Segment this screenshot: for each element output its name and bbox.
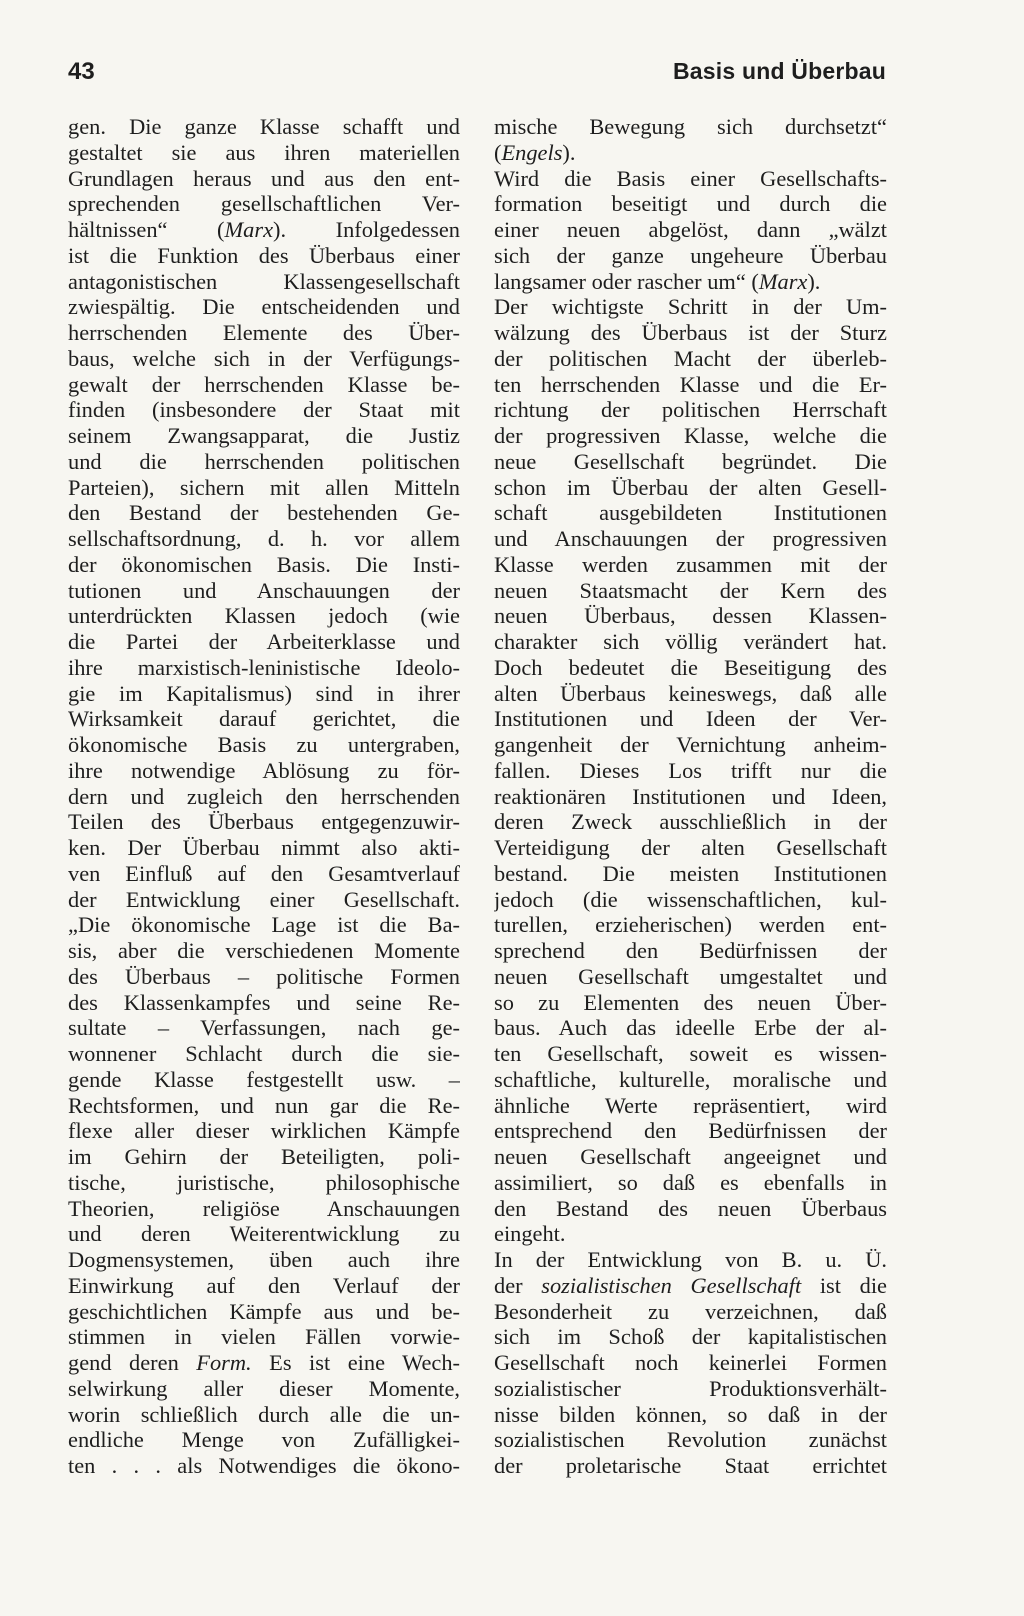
text-run: ten Gesellschaft, soweit es wissen-: [494, 1041, 887, 1066]
text-run: Doch bedeutet die Beseitigung des: [494, 654, 887, 680]
text-line: [494, 500, 887, 526]
text-run: schaft ausgebildeten Institutionen: [494, 500, 887, 526]
text-line: [494, 1402, 887, 1428]
text-run: Klasse werden zusammen mit der: [494, 551, 887, 577]
text-run: ten herrschenden Klasse und die Er-: [494, 371, 887, 397]
text-line: [68, 1247, 460, 1273]
text-run: sich im Schoß der kapitalistischen: [494, 1324, 887, 1350]
text-run: Wirksamkeit darauf gerichtet, die: [68, 706, 460, 732]
text-run: gende Klasse festgestellt usw. –: [68, 1066, 460, 1092]
text-run: gen. Die ganze Klasse schafft und: [68, 114, 460, 139]
text-run: ). Infolgedessen: [273, 217, 460, 242]
text-line: [494, 191, 887, 217]
text-line: [494, 706, 887, 732]
text-run: ökonomische Basis zu untergraben,: [68, 732, 460, 757]
text-line: [494, 1118, 887, 1144]
text-line: [68, 1118, 460, 1144]
text-run: die Partei der Arbeiterklasse und: [68, 629, 460, 654]
text-line: [494, 423, 887, 449]
text-line: [68, 1324, 460, 1350]
text-line: [494, 758, 887, 784]
text-line: [68, 166, 460, 192]
text-line: [494, 732, 887, 758]
text-run: den Bestand des neuen Überbaus: [494, 1195, 887, 1221]
text-line: [494, 655, 887, 681]
text-run: Gesellschaft noch keinerlei Formen: [494, 1350, 887, 1375]
text-line: [494, 964, 887, 990]
text-run: worin schließlich durch alle die un-: [68, 1401, 460, 1427]
text-line: [494, 294, 887, 320]
text-line: [68, 578, 460, 604]
text-line: [494, 1144, 887, 1170]
text-run: des Klassenkampfes und seine Re-: [68, 989, 460, 1015]
text-run: gend deren: [68, 1350, 197, 1375]
text-run: ken. Der Überbau nimmt also akti-: [68, 835, 460, 860]
text-run: ihre marxistisch-leninistische Ideolo-: [68, 654, 460, 680]
text-run: ten . . . als Notwendiges die ökono-: [68, 1453, 460, 1478]
text-line: [68, 1273, 460, 1299]
text-line: [494, 1196, 887, 1222]
text-line: [494, 140, 887, 166]
text-run: wälzung des Überbaus ist der Sturz: [494, 320, 887, 345]
text-run: fallen. Dieses Los trifft nur die: [494, 757, 887, 783]
text-run: Besonderheit zu verzeichnen, daß: [494, 1298, 887, 1324]
text-run: langsamer oder rascher um“ (: [494, 268, 759, 294]
text-line: [68, 449, 460, 475]
text-line: [494, 526, 887, 552]
text-line: [68, 1170, 460, 1196]
text-line: [68, 475, 460, 501]
text-line: [494, 243, 887, 269]
text-line: [68, 861, 460, 887]
text-line: [494, 217, 887, 243]
text-run: gangenheit der Vernichtung anheim-: [494, 732, 887, 757]
text-line: [68, 1093, 460, 1119]
text-run: sich der ganze ungeheure Überbau: [494, 242, 887, 268]
text-run: Institutionen und Ideen der Ver-: [494, 706, 887, 732]
text-line: [68, 1427, 460, 1453]
text-line: [494, 784, 887, 810]
text-run: zwiespältig. Die entscheidenden und: [68, 294, 460, 320]
text-run: ihre notwendige Ablösung zu för-: [68, 757, 460, 783]
text-run: sprechenden gesellschaftlichen Ver-: [68, 191, 460, 217]
italic-run: Form.: [196, 1350, 252, 1375]
text-run: und Anschauungen der progressiven: [494, 526, 887, 551]
text-run: sellschaftsordnung, d. h. vor allem: [68, 526, 460, 551]
text-line: [494, 912, 887, 938]
text-line: [494, 681, 887, 707]
text-run: deren Zweck ausschließlich in der: [494, 809, 887, 835]
text-run: turellen, erzieherischen) werden ent-: [494, 912, 887, 938]
text-line: [494, 346, 887, 372]
text-run: charakter sich völlig verändert hat.: [494, 629, 887, 654]
text-run: Einwirkung auf den Verlauf der: [68, 1272, 460, 1298]
text-run: In der Entwicklung von B. u. Ü.: [494, 1247, 887, 1272]
text-run: tische, juristische, philosophische: [68, 1169, 460, 1195]
text-run: so zu Elementen des neuen Über-: [494, 989, 887, 1015]
text-line: [494, 990, 887, 1016]
text-line: [68, 1376, 460, 1402]
text-run: wonnener Schlacht durch die sie-: [68, 1041, 460, 1066]
text-line: [494, 1453, 887, 1479]
text-line: [68, 372, 460, 398]
text-run: tutionen und Anschauungen der: [68, 577, 460, 603]
text-run: neuen Staatsmacht der Kern des: [494, 577, 887, 603]
text-line: [68, 1067, 460, 1093]
text-line: [68, 809, 460, 835]
text-run: ven Einfluß auf den Gesamtverlauf: [68, 860, 460, 886]
text-line: [68, 758, 460, 784]
text-line: [68, 423, 460, 449]
text-run: „Die ökonomische Lage ist die Ba-: [68, 912, 460, 938]
text-line: [68, 1041, 460, 1067]
text-line: [68, 243, 460, 269]
text-run: seinem Zwangsapparat, die Justiz: [68, 423, 460, 448]
text-column-left: [68, 114, 460, 1479]
text-run: der ökonomischen Basis. Die Insti-: [68, 551, 460, 577]
text-line: [68, 964, 460, 990]
text-line: [68, 990, 460, 1016]
text-run: endliche Menge von Zufälligkei-: [68, 1427, 460, 1453]
text-line: [68, 294, 460, 320]
text-run: der progressiven Klasse, welche die: [494, 423, 887, 448]
text-line: [68, 1299, 460, 1325]
text-line: [494, 1427, 887, 1453]
text-line: [494, 1067, 887, 1093]
text-line: [68, 269, 460, 295]
text-run: dern und zugleich den herrschenden: [68, 783, 460, 809]
text-line: [68, 887, 460, 913]
text-run: Wird die Basis einer Gesellschafts-: [494, 165, 887, 191]
text-run: flexe aller dieser wirklichen Kämpfe: [68, 1118, 460, 1144]
text-run: formation beseitigt und durch die: [494, 191, 887, 217]
text-run: neuen Überbaus, dessen Klassen-: [494, 603, 887, 629]
text-run: Parteien), sichern mit allen Mitteln: [68, 474, 460, 500]
text-run: herrschenden Elemente des Über-: [68, 320, 460, 345]
text-run: Dogmensystemen, üben auch ihre: [68, 1247, 460, 1272]
text-run: und die herrschenden politischen: [68, 448, 460, 474]
text-line: [68, 681, 460, 707]
text-run: bestand. Die meisten Institutionen: [494, 860, 887, 886]
italic-run: Engels: [501, 139, 563, 165]
text-run: der Entwicklung einer Gesellschaft.: [68, 886, 460, 912]
text-line: [68, 500, 460, 526]
text-run: schon im Überbau der alten Gesell-: [494, 474, 887, 500]
text-run: (: [494, 139, 502, 165]
text-run: gestaltet sie aus ihren materiellen: [68, 139, 460, 165]
text-line: [68, 397, 460, 423]
text-line: [494, 269, 887, 295]
text-run: der politischen Macht der überleb-: [494, 345, 887, 371]
text-line: [68, 552, 460, 578]
italic-run: sozialistischen Gesellschaft: [541, 1272, 802, 1298]
text-line: [494, 1350, 887, 1376]
text-run: hältnissen“ (: [68, 217, 225, 242]
text-run: neue Gesellschaft begründet. Die: [494, 448, 887, 474]
text-run: entsprechend den Bedürfnissen der: [494, 1118, 887, 1144]
text-line: [494, 603, 887, 629]
text-line: [494, 861, 887, 887]
text-line: [68, 603, 460, 629]
text-run: Rechtsformen, und nun gar die Re-: [68, 1092, 460, 1118]
text-run: der: [494, 1272, 542, 1298]
text-line: [68, 1453, 460, 1479]
text-run: schaftliche, kulturelle, moralische und: [494, 1066, 887, 1092]
text-run: sprechend den Bedürfnissen der: [494, 938, 887, 963]
text-run: sultate – Verfassungen, nach ge-: [68, 1015, 460, 1041]
text-line: [494, 372, 887, 398]
text-line: [68, 835, 460, 861]
text-run: assimiliert, so daß es ebenfalls in: [494, 1169, 887, 1195]
text-run: alten Überbaus keineswegs, daß alle: [494, 680, 887, 706]
text-line: [68, 629, 460, 655]
text-run: des Überbaus – politische Formen: [68, 963, 460, 989]
running-head: Basis und Überbau: [673, 58, 886, 84]
text-line: [68, 1144, 460, 1170]
text-line: [494, 1324, 887, 1350]
text-line: [68, 706, 460, 732]
text-run: baus, welche sich in der Verfügungs-: [68, 345, 460, 371]
text-line: [494, 1247, 887, 1273]
text-run: einer neuen abgelöst, dann „wälzt: [494, 217, 887, 242]
text-line: [68, 217, 460, 243]
italic-run: Marx: [224, 217, 274, 242]
text-line: [494, 1273, 887, 1299]
text-run: ).: [807, 268, 821, 294]
text-run: gewalt der herrschenden Klasse be-: [68, 371, 460, 397]
text-run: neuen Gesellschaft angeeignet und: [494, 1144, 887, 1169]
text-run: nisse bilden können, so daß in der: [494, 1401, 887, 1427]
text-run: finden (insbesondere der Staat mit: [68, 397, 460, 423]
text-line: [494, 835, 887, 861]
text-run: der proletarische Staat errichtet: [494, 1453, 887, 1478]
text-line: [494, 1376, 887, 1402]
text-line: [68, 346, 460, 372]
text-run: richtung der politischen Herrschaft: [494, 397, 887, 423]
text-run: sis, aber die verschiedenen Momente: [68, 938, 460, 963]
text-line: [68, 1350, 460, 1376]
text-line: [68, 912, 460, 938]
text-run: mische Bewegung sich durchsetzt“: [494, 114, 887, 139]
text-line: [68, 191, 460, 217]
text-line: [494, 114, 887, 140]
text-line: [494, 809, 887, 835]
text-line: [68, 938, 460, 964]
text-line: [68, 1196, 460, 1222]
text-run: Es ist eine Wech-: [251, 1350, 460, 1375]
italic-run: Marx: [758, 268, 808, 294]
text-line: [494, 1170, 887, 1196]
text-line: [68, 1402, 460, 1428]
text-line: [494, 629, 887, 655]
text-run: ist die Funktion des Überbaus einer: [68, 242, 460, 268]
text-line: [494, 1041, 887, 1067]
text-run: ist die: [801, 1272, 887, 1298]
text-run: stimmen in vielen Fällen vorwie-: [68, 1324, 460, 1350]
text-run: ähnliche Werte repräsentiert, wird: [494, 1092, 887, 1118]
text-line: [494, 475, 887, 501]
text-run: antagonistischen Klassengesellschaft: [68, 268, 460, 294]
page-header: [68, 58, 886, 98]
text-line: [494, 1221, 887, 1247]
text-line: [68, 114, 460, 140]
text-line: [68, 784, 460, 810]
text-line: [68, 1221, 460, 1247]
text-line: [494, 1299, 887, 1325]
text-run: sozialistischen Revolution zunächst: [494, 1427, 887, 1453]
text-run: Verteidigung der alten Gesellschaft: [494, 835, 887, 860]
text-line: [68, 140, 460, 166]
text-run: Der wichtigste Schritt in der Um-: [494, 294, 887, 320]
text-run: sozialistischer Produktionsverhält-: [494, 1375, 887, 1401]
text-run: reaktionären Institutionen und Ideen,: [494, 783, 887, 809]
text-line: [68, 1015, 460, 1041]
text-run: geschichtlichen Kämpfe aus und be-: [68, 1298, 460, 1324]
text-line: [494, 938, 887, 964]
text-line: [494, 320, 887, 346]
page-number: 43: [68, 58, 95, 85]
text-run: baus. Auch das ideelle Erbe der al-: [494, 1015, 887, 1041]
text-run: selwirkung aller dieser Momente,: [68, 1375, 460, 1401]
text-line: [494, 449, 887, 475]
text-run: Theorien, religiöse Anschauungen: [68, 1195, 460, 1221]
text-line: [68, 732, 460, 758]
text-run: eingeht.: [494, 1221, 566, 1247]
text-line: [68, 526, 460, 552]
text-column-right: [494, 114, 887, 1479]
text-line: [68, 320, 460, 346]
text-line: [494, 1093, 887, 1119]
text-run: neuen Gesellschaft umgestaltet und: [494, 963, 887, 989]
text-line: [494, 887, 887, 913]
text-run: den Bestand der bestehenden Ge-: [68, 500, 460, 526]
text-run: im Gehirn der Beteiligten, poli-: [68, 1144, 460, 1169]
text-run: jedoch (die wissenschaftlichen, kul-: [494, 886, 887, 912]
text-run: Teilen des Überbaus entgegenzuwir-: [68, 809, 460, 835]
text-run: ).: [562, 139, 576, 165]
text-line: [494, 552, 887, 578]
text-line: [68, 655, 460, 681]
text-run: unterdrückten Klassen jedoch (wie: [68, 603, 460, 629]
text-line: [494, 1015, 887, 1041]
text-run: Grundlagen heraus und aus den ent-: [68, 165, 460, 191]
text-line: [494, 578, 887, 604]
text-line: [494, 397, 887, 423]
text-run: und deren Weiterentwicklung zu: [68, 1221, 460, 1247]
text-line: [494, 166, 887, 192]
text-run: gie im Kapitalismus) sind in ihrer: [68, 680, 460, 706]
